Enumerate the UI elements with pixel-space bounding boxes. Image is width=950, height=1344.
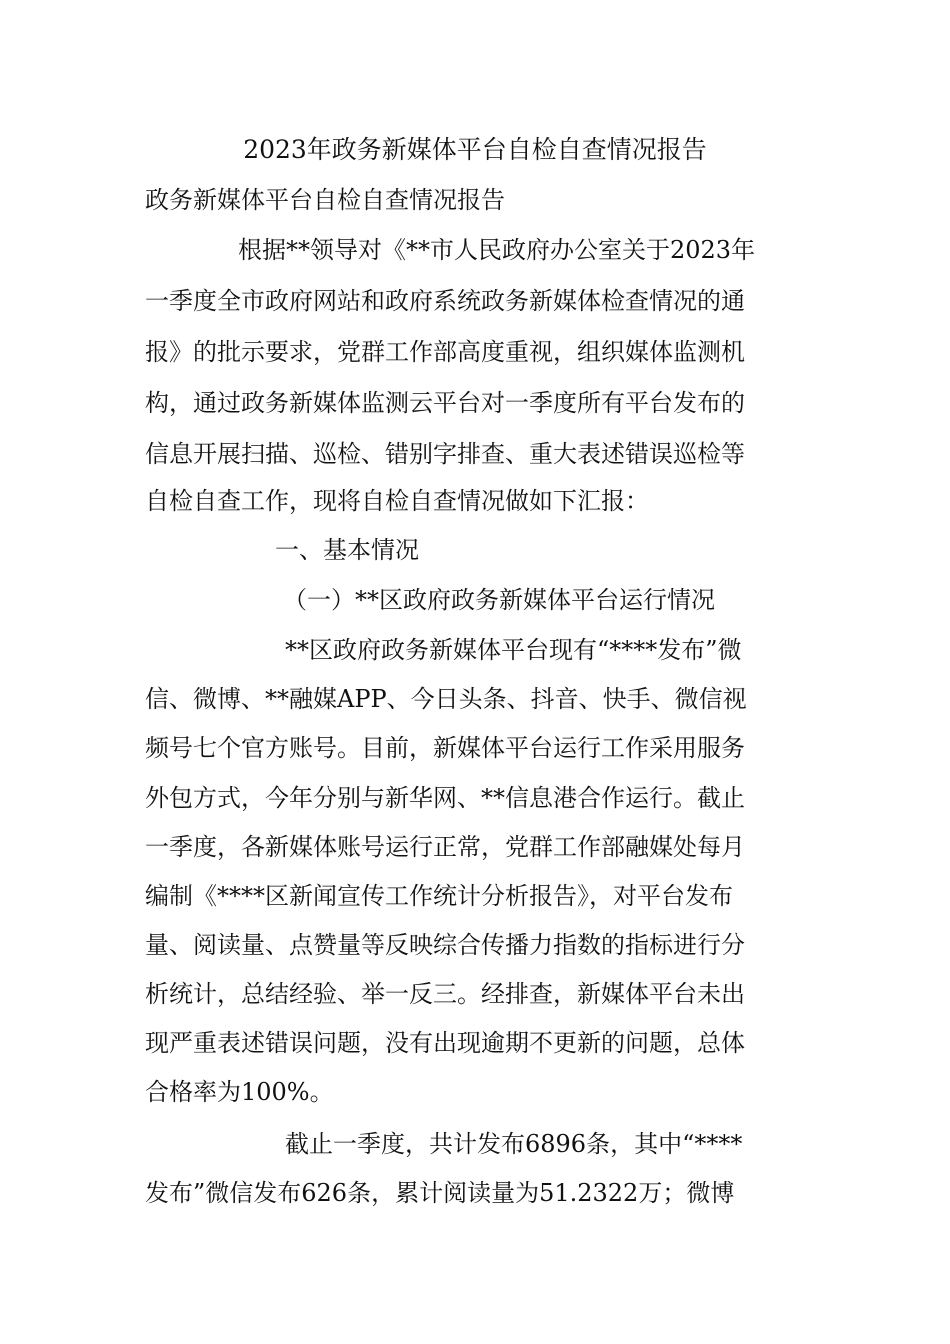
paragraph-line: 合格率为100%。 [145, 1078, 334, 1106]
paragraph-line: 自检自查工作，现将自检自查情况做如下汇报： [145, 487, 649, 515]
paragraph-line: 信、微博、**融媒APP、今日头条、抖音、快手、微信视 [145, 685, 747, 713]
subsection-heading: （一）**区政府政务新媒体平台运行情况 [283, 586, 715, 614]
paragraph-line: 频号七个官方账号。目前，新媒体平台运行工作采用服务 [145, 734, 745, 762]
paragraph-line: 一季度，各新媒体账号运行正常，党群工作部融媒处每月 [145, 833, 745, 861]
paragraph-line: 现严重表述错误问题，没有出现逾期不更新的问题，总体 [145, 1029, 745, 1057]
paragraph-line: 信息开展扫描、巡检、错别字排查、重大表述错误巡检等 [145, 440, 745, 468]
paragraph-line: 报》的批示要求，党群工作部高度重视，组织媒体监测机 [145, 338, 745, 366]
paragraph-line: 截止一季度，共计发布6896条，其中“**** [285, 1130, 743, 1158]
document-title: 2023年政务新媒体平台自检自查情况报告 [243, 135, 707, 164]
document-subtitle: 政务新媒体平台自检自查情况报告 [145, 186, 505, 214]
paragraph-line: 外包方式，今年分别与新华网、**信息港合作运行。截止 [145, 784, 745, 812]
paragraph-line: 构，通过政务新媒体监测云平台对一季度所有平台发布的 [145, 389, 745, 417]
paragraph-line: 根据**领导对《**市人民政府办公室关于2023年 [238, 236, 756, 264]
paragraph-line: **区政府政务新媒体平台现有“****发布”微 [285, 636, 742, 664]
paragraph-line: 析统计，总结经验、举一反三。经排查，新媒体平台未出 [145, 980, 745, 1008]
paragraph-line: 编制《****区新闻宣传工作统计分析报告》，对平台发布 [145, 882, 733, 910]
section-heading: 一、基本情况 [275, 536, 419, 564]
paragraph-line: 发布”微信发布626条，累计阅读量为51.2322万；微博 [145, 1179, 735, 1207]
paragraph-line: 量、阅读量、点赞量等反映综合传播力指数的指标进行分 [145, 931, 745, 959]
paragraph-line: 一季度全市政府网站和政府系统政务新媒体检查情况的通 [145, 287, 745, 315]
